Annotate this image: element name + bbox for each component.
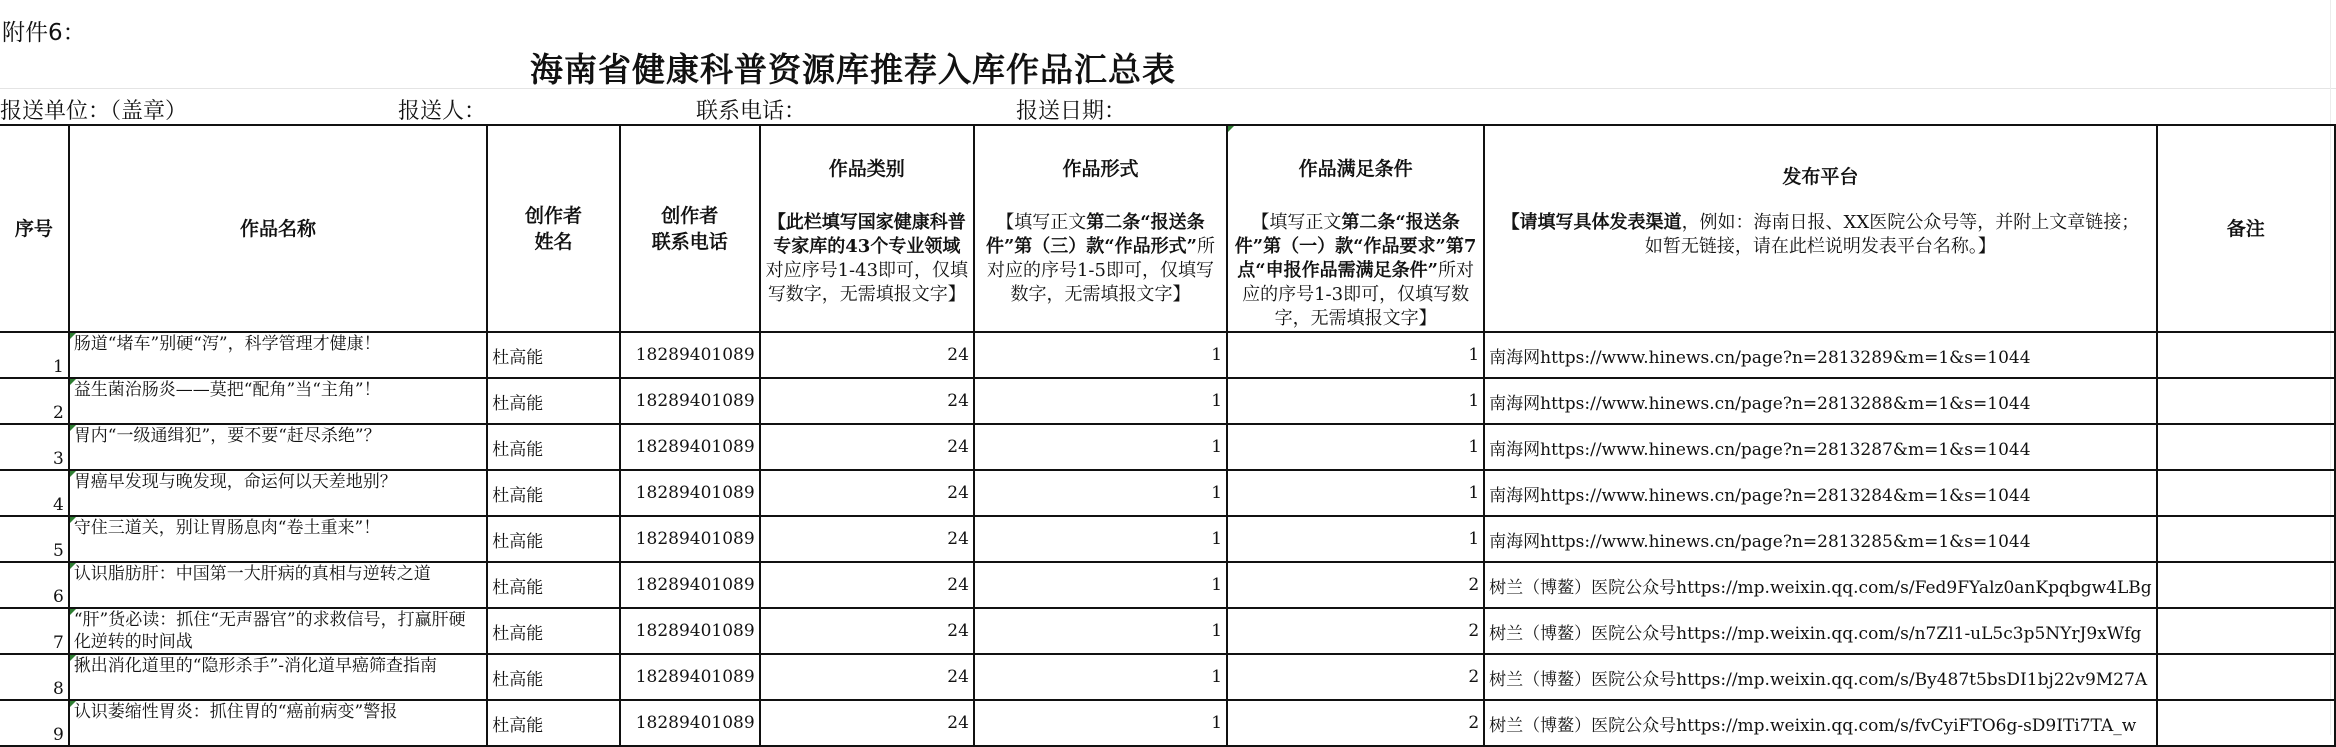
cell-form-text: 1 [1211, 529, 1223, 549]
header-conditions-title: 作品满足条件 [1298, 158, 1413, 180]
cell-category[interactable] [760, 608, 974, 654]
cell-author-name[interactable] [487, 654, 620, 700]
cell-seq-text: 2 [52, 403, 64, 423]
cell-seq-text: 4 [52, 495, 64, 515]
cell-form[interactable] [974, 470, 1227, 516]
cell-category-text: 24 [947, 437, 969, 457]
header-category-note: 对应序号1-43即可，仅填写数字，无需填报文字】 [765, 260, 969, 305]
cell-platform[interactable] [1484, 378, 2156, 424]
cell-seq-text: 9 [52, 725, 64, 745]
cell-author-name[interactable] [487, 608, 620, 654]
cell-author-phone-text: 18289401089 [635, 483, 755, 503]
cell-remarks[interactable] [2157, 700, 2335, 746]
cell-category[interactable] [760, 332, 974, 378]
cell-conditions[interactable] [1227, 516, 1484, 562]
cell-comment-marker [70, 609, 76, 615]
cell-comment-marker [70, 563, 76, 569]
table-row [0, 424, 2335, 470]
header-category-title: 作品类别 [828, 158, 905, 180]
cell-seq[interactable] [0, 700, 69, 746]
cell-author-phone-text: 18289401089 [635, 667, 755, 687]
cell-seq-text: 1 [52, 357, 64, 377]
cell-conditions[interactable] [1227, 700, 1484, 746]
cell-conditions-text: 1 [1468, 483, 1480, 503]
attachment-label: 附件6： [2, 20, 86, 46]
header-author-phone-line2: 联系电话 [651, 230, 728, 253]
cell-platform[interactable] [1484, 562, 2156, 608]
page-title: 海南省健康科普资源库推荐入库作品汇总表 [530, 50, 1176, 89]
cell-work-name-text: 胃癌早发现与晚发现，命运何以天差地别？ [73, 472, 397, 492]
cell-author-phone-text: 18289401089 [635, 437, 755, 457]
table-row [0, 654, 2335, 700]
cell-comment-marker [70, 471, 76, 477]
cell-conditions-text: 1 [1468, 529, 1480, 549]
meta-phone: 联系电话： [696, 99, 807, 124]
cell-platform[interactable] [1484, 700, 2156, 746]
cell-category[interactable] [760, 470, 974, 516]
cell-platform-text: 树兰（博鳌）医院公众号https://mp.weixin.qq.com/s/Fed9FYalz0anKpqbgw4LBg [1489, 577, 2152, 598]
cell-form[interactable] [974, 562, 1227, 608]
cell-conditions-text: 1 [1468, 391, 1480, 411]
cell-work-name[interactable] [69, 470, 487, 516]
summary-table [0, 124, 2336, 747]
cell-comment-marker [70, 655, 76, 661]
cell-comment-marker [70, 333, 76, 339]
cell-seq[interactable] [0, 378, 69, 424]
cell-author-phone[interactable] [620, 332, 760, 378]
cell-work-name-text: 认识萎缩性胃炎：抓住胃的“癌前病变”警报 [73, 702, 398, 722]
header-form-note-bold: 第二条“报送条件”第（三）款“作品形式” [985, 212, 1205, 257]
cell-conditions-text: 2 [1468, 575, 1480, 595]
cell-work-name-text: 益生菌治肠炎——莫把“配角”当“主角”！ [73, 380, 381, 400]
header-author-name-line2: 姓名 [534, 230, 573, 253]
cell-comment-marker [70, 379, 76, 385]
cell-comment-marker [1228, 126, 1234, 132]
cell-platform-text: 南海网https://www.hinews.cn/page?n=2813285&m=1&s=1044 [1489, 531, 2031, 552]
table-row [0, 378, 2335, 424]
cell-author-phone[interactable] [620, 700, 760, 746]
cell-work-name[interactable] [69, 562, 487, 608]
header-conditions-note-bold: 第二条“报送条件”第（一）款“作品要求”第7点“申报作品需满足条件” [1234, 212, 1477, 281]
cell-category[interactable] [760, 378, 974, 424]
cell-category-text: 24 [947, 667, 969, 687]
cell-author-phone-text: 18289401089 [635, 529, 755, 549]
table-row [0, 470, 2335, 516]
header-author-name-line1: 创作者 [525, 204, 583, 227]
cell-conditions-text: 1 [1468, 345, 1480, 365]
cell-seq-text: 8 [52, 679, 64, 699]
header-conditions [1227, 125, 1484, 332]
cell-author-phone[interactable] [620, 516, 760, 562]
cell-platform[interactable] [1484, 608, 2156, 654]
cell-form-text: 1 [1211, 713, 1223, 733]
cell-seq[interactable] [0, 608, 69, 654]
cell-comment-marker [70, 425, 76, 431]
cell-author-phone-text: 18289401089 [635, 391, 755, 411]
cell-author-name[interactable] [487, 424, 620, 470]
cell-remarks[interactable] [2157, 608, 2335, 654]
cell-author-name-text: 杜高能 [492, 485, 544, 506]
cell-form[interactable] [974, 424, 1227, 470]
cell-platform[interactable] [1484, 470, 2156, 516]
meta-date: 报送日期： [1016, 99, 1127, 124]
cell-category-text: 24 [947, 391, 969, 411]
cell-platform-text: 南海网https://www.hinews.cn/page?n=2813289&m=1&s=1044 [1489, 347, 2031, 368]
cell-category-text: 24 [947, 345, 969, 365]
cell-form-text: 1 [1211, 391, 1223, 411]
cell-platform-text: 树兰（博鳌）医院公众号https://mp.weixin.qq.com/s/fvCyiFTO6g-sD9ITi7TA_w [1489, 715, 2137, 736]
cell-platform-text: 南海网https://www.hinews.cn/page?n=2813284&m=1&s=1044 [1489, 485, 2031, 506]
cell-seq[interactable] [0, 424, 69, 470]
cell-work-name[interactable] [69, 516, 487, 562]
header-author-phone-line1: 创作者 [661, 204, 719, 227]
cell-platform[interactable] [1484, 654, 2156, 700]
cell-seq-text: 5 [52, 541, 64, 561]
cell-work-name[interactable] [69, 608, 487, 654]
cell-category-text: 24 [947, 575, 969, 595]
cell-work-name[interactable] [69, 700, 487, 746]
cell-author-name[interactable] [487, 470, 620, 516]
cell-author-phone-text: 18289401089 [635, 575, 755, 595]
header-form-note: 所对应的序号1-5即可，仅填写数字，无需填报文字】 [986, 236, 1216, 305]
cell-remarks[interactable] [2157, 378, 2335, 424]
cell-author-phone-text: 18289401089 [635, 621, 755, 641]
cell-form[interactable] [974, 700, 1227, 746]
cell-platform[interactable] [1484, 332, 2156, 378]
cell-work-name[interactable] [69, 332, 487, 378]
meta-unit: 报送单位：（盖章） [0, 99, 188, 124]
header-author-phone [620, 125, 760, 332]
cell-work-name-text: 认识脂肪肝：中国第一大肝病的真相与逆转之道 [73, 564, 431, 584]
cell-category[interactable] [760, 654, 974, 700]
cell-author-name[interactable] [487, 516, 620, 562]
cell-author-name[interactable] [487, 700, 620, 746]
cell-form[interactable] [974, 516, 1227, 562]
cell-author-name-text: 杜高能 [492, 623, 544, 644]
cell-work-name-text: 胃内“一级通缉犯”，要不要“赶尽杀绝”？ [73, 426, 381, 446]
cell-seq-text: 3 [52, 449, 64, 469]
cell-category-text: 24 [947, 483, 969, 503]
cell-work-name-text: “肝”货必读：抓住“无声器官”的求救信号，打赢肝硬化逆转的时间战 [73, 610, 466, 652]
cell-form-text: 1 [1211, 667, 1223, 687]
header-form-note-pre: 【填写正文 [996, 212, 1087, 233]
cell-conditions[interactable] [1227, 378, 1484, 424]
cell-work-name-text: 肠道“堵车”别硬“泻”，科学管理才健康！ [73, 334, 381, 354]
header-row [0, 125, 2335, 332]
cell-conditions[interactable] [1227, 562, 1484, 608]
cell-platform[interactable] [1484, 516, 2156, 562]
cell-conditions-text: 1 [1468, 437, 1480, 457]
cell-author-name-text: 杜高能 [492, 715, 544, 736]
cell-category[interactable] [760, 424, 974, 470]
header-remarks: 备注 [2157, 125, 2335, 332]
cell-category[interactable] [760, 562, 974, 608]
cell-author-name[interactable] [487, 378, 620, 424]
cell-author-name-text: 杜高能 [492, 347, 544, 368]
header-form-title: 作品形式 [1062, 158, 1139, 180]
cell-author-phone-text: 18289401089 [635, 345, 755, 365]
cell-form-text: 1 [1211, 483, 1223, 503]
header-form [974, 125, 1227, 332]
cell-author-phone[interactable] [620, 608, 760, 654]
cell-remarks[interactable] [2157, 424, 2335, 470]
cell-author-phone[interactable] [620, 424, 760, 470]
cell-category-text: 24 [947, 713, 969, 733]
header-platform-title: 发布平台 [1782, 166, 1859, 188]
cell-remarks[interactable] [2157, 654, 2335, 700]
header-platform-note-bold: 【请填写具体发表渠道 [1501, 212, 1682, 233]
header-conditions-note-pre: 【填写正文 [1251, 212, 1342, 233]
cell-author-name-text: 杜高能 [492, 439, 544, 460]
cell-author-name-text: 杜高能 [492, 669, 544, 690]
cell-form[interactable] [974, 378, 1227, 424]
cell-seq[interactable] [0, 332, 69, 378]
cell-seq-text: 6 [52, 587, 64, 607]
cell-author-phone[interactable] [620, 654, 760, 700]
cell-platform-text: 南海网https://www.hinews.cn/page?n=2813287&m=1&s=1044 [1489, 439, 2031, 460]
cell-author-phone[interactable] [620, 562, 760, 608]
cell-seq[interactable] [0, 654, 69, 700]
cell-form-text: 1 [1211, 437, 1223, 457]
cell-category-text: 24 [947, 529, 969, 549]
cell-author-name[interactable] [487, 562, 620, 608]
cell-seq-text: 7 [52, 633, 64, 653]
header-seq: 序号 [0, 125, 69, 332]
cell-remarks[interactable] [2157, 470, 2335, 516]
cell-seq[interactable] [0, 516, 69, 562]
cell-author-name[interactable] [487, 332, 620, 378]
cell-category[interactable] [760, 516, 974, 562]
header-author-name [487, 125, 620, 332]
cell-form-text: 1 [1211, 575, 1223, 595]
cell-author-name-text: 杜高能 [492, 531, 544, 552]
header-category-note-bold: 【此栏填写国家健康科普专家库的43个专业领域 [767, 212, 966, 257]
cell-remarks[interactable] [2157, 562, 2335, 608]
table-row [0, 516, 2335, 562]
header-work-name: 作品名称 [69, 125, 487, 332]
header-platform-note: ，例如：海南日报、XX医院公众号等，并附上文章链接；如暂无链接，请在此栏说明发表平台名称。】 [1644, 212, 2140, 257]
cell-work-name[interactable] [69, 424, 487, 470]
cell-seq[interactable] [0, 562, 69, 608]
cell-comment-marker [70, 517, 76, 523]
header-platform [1484, 125, 2156, 332]
cell-conditions[interactable] [1227, 332, 1484, 378]
cell-form[interactable] [974, 332, 1227, 378]
cell-remarks[interactable] [2157, 332, 2335, 378]
cell-author-phone[interactable] [620, 378, 760, 424]
table-row [0, 562, 2335, 608]
meta-reporter: 报送人： [398, 99, 487, 124]
cell-conditions[interactable] [1227, 424, 1484, 470]
cell-conditions-text: 2 [1468, 713, 1480, 733]
cell-platform-text: 树兰（博鳌）医院公众号https://mp.weixin.qq.com/s/By487t5bsDI1bj22v9M27A [1489, 669, 2148, 690]
cell-author-phone[interactable] [620, 470, 760, 516]
cell-conditions[interactable] [1227, 608, 1484, 654]
cell-comment-marker [70, 701, 76, 707]
cell-author-name-text: 杜高能 [492, 393, 544, 414]
cell-conditions-text: 2 [1468, 667, 1480, 687]
cell-form[interactable] [974, 654, 1227, 700]
table-row [0, 700, 2335, 746]
cell-form-text: 1 [1211, 345, 1223, 365]
cell-conditions[interactable] [1227, 470, 1484, 516]
header-category [760, 125, 974, 332]
cell-form[interactable] [974, 608, 1227, 654]
cell-category[interactable] [760, 700, 974, 746]
cell-author-name-text: 杜高能 [492, 577, 544, 598]
cell-author-phone-text: 18289401089 [635, 713, 755, 733]
cell-category-text: 24 [947, 621, 969, 641]
cell-conditions-text: 2 [1468, 621, 1480, 641]
cell-work-name-text: 守住三道关，别让胃肠息肉“卷土重来”！ [73, 518, 381, 538]
cell-conditions[interactable] [1227, 654, 1484, 700]
header-conditions-note: 所对应的序号1-3即可，仅填写数字，无需填报文字】 [1242, 260, 1474, 329]
cell-work-name[interactable] [69, 654, 487, 700]
cell-seq[interactable] [0, 470, 69, 516]
cell-platform-text: 树兰（博鳌）医院公众号https://mp.weixin.qq.com/s/n7Zl1-uL5c3p5NYrJ9xWfg [1489, 623, 2142, 644]
table-row [0, 332, 2335, 378]
cell-platform[interactable] [1484, 424, 2156, 470]
cell-remarks[interactable] [2157, 516, 2335, 562]
table-row [0, 608, 2335, 654]
cell-work-name[interactable] [69, 378, 487, 424]
cell-form-text: 1 [1211, 621, 1223, 641]
cell-platform-text: 南海网https://www.hinews.cn/page?n=2813288&m=1&s=1044 [1489, 393, 2031, 414]
cell-work-name-text: 揪出消化道里的“隐形杀手”-消化道早癌筛查指南 [73, 656, 437, 676]
